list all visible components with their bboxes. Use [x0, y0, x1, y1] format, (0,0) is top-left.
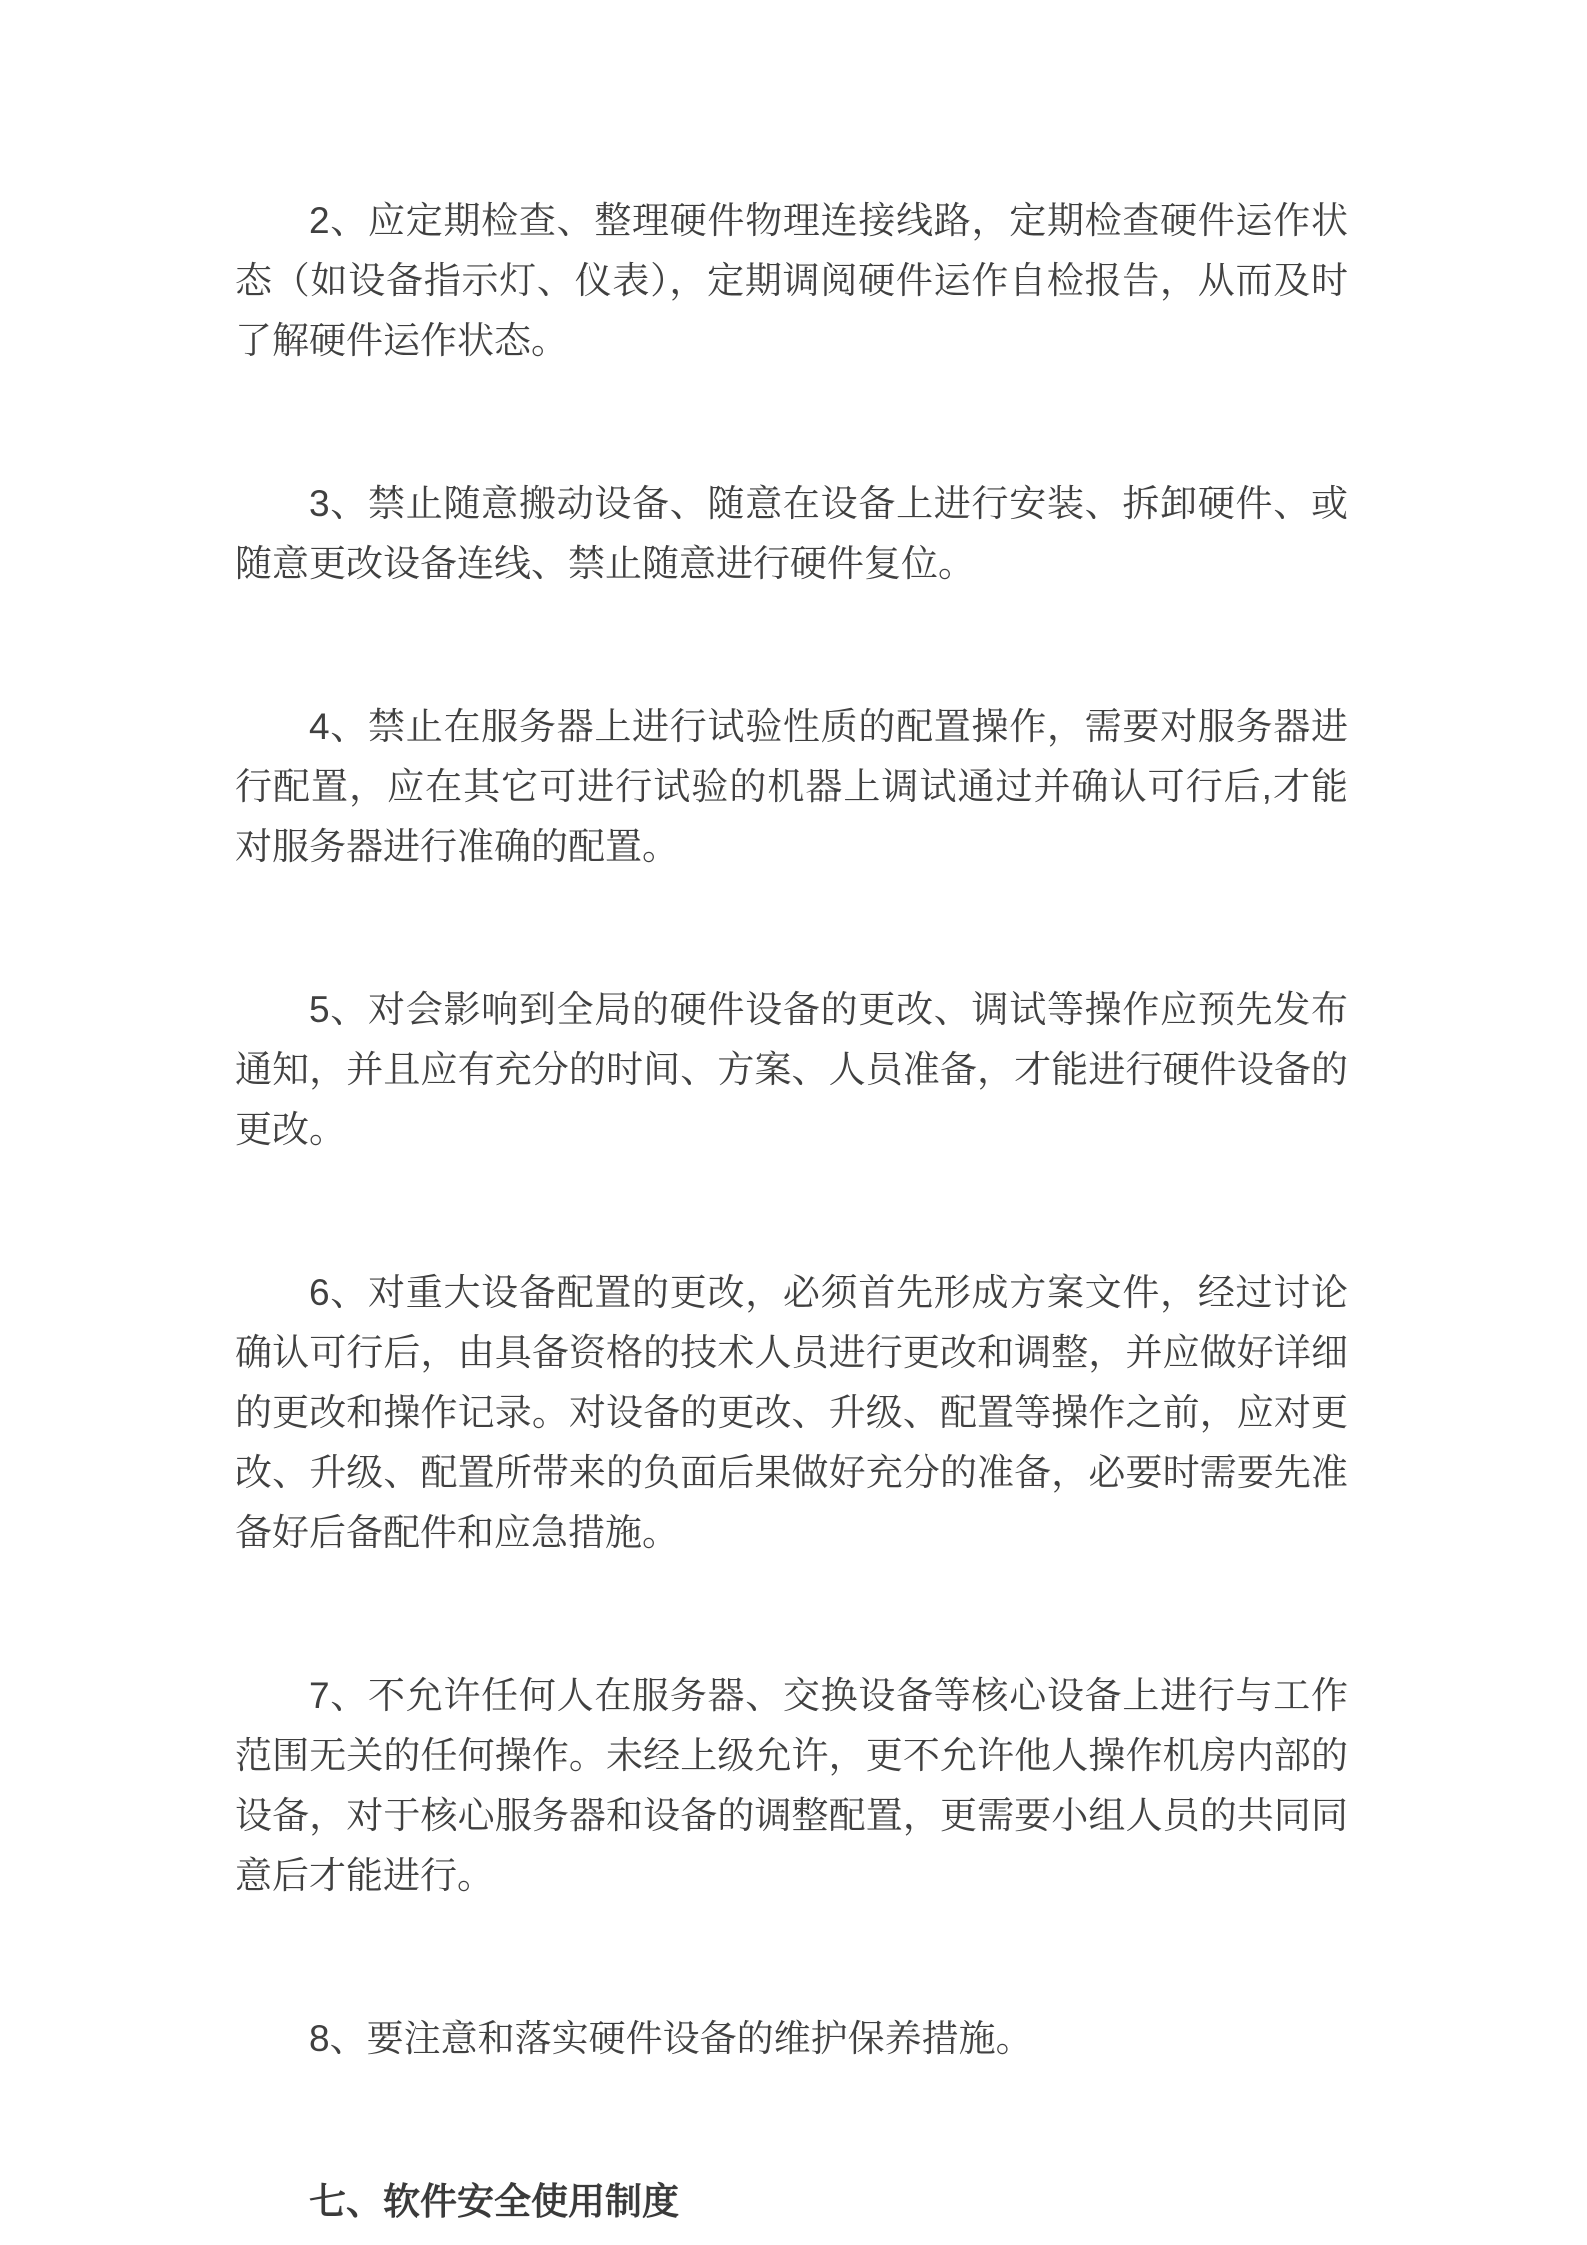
body-paragraph: 8、要注意和落实硬件设备的维护保养措施。	[309, 2018, 1033, 2059]
body-paragraph: 6、对重大设备配置的更改，必须首先形成方案文件，经过讨论确认可行后，由具备资格的技术人员进行更改和调整，并应做好详细的更改和操作记录。对设备的更改、升级、配置等操作之前，应对更改、升级、配置所带来的负面后果做好充分的准备，必要时需要先准备好后备配件和应急措施。	[235, 1272, 1348, 1553]
document-content	[235, 191, 1348, 2232]
section-heading: 七、软件安全使用制度	[309, 2181, 679, 2222]
body-paragraph: 5、对会影响到全局的硬件设备的更改、调试等操作应预先发布通知，并且应有充分的时间、方案、人员准备，才能进行硬件设备的更改。	[235, 989, 1348, 1150]
body-paragraph: 3、禁止随意搬动设备、随意在设备上进行安装、拆卸硬件、或随意更改设备连线、禁止随意进行硬件复位。	[235, 483, 1348, 584]
body-paragraph: 4、禁止在服务器上进行试验性质的配置操作，需要对服务器进行配置，应在其它可进行试验的机器上调试通过并确认可行后,才能对服务器进行准确的配置。	[235, 706, 1348, 867]
body-paragraph: 7、不允许任何人在服务器、交换设备等核心设备上进行与工作范围无关的任何操作。未经上级允许，更不允许他人操作机房内部的设备，对于核心服务器和设备的调整配置，更需要小组人员的共同同意后才能进行。	[235, 1675, 1348, 1896]
body-paragraph: 2、应定期检查、整理硬件物理连接线路，定期检查硬件运作状态（如设备指示灯、仪表），定期调阅硬件运作自检报告，从而及时了解硬件运作状态。	[235, 200, 1348, 361]
